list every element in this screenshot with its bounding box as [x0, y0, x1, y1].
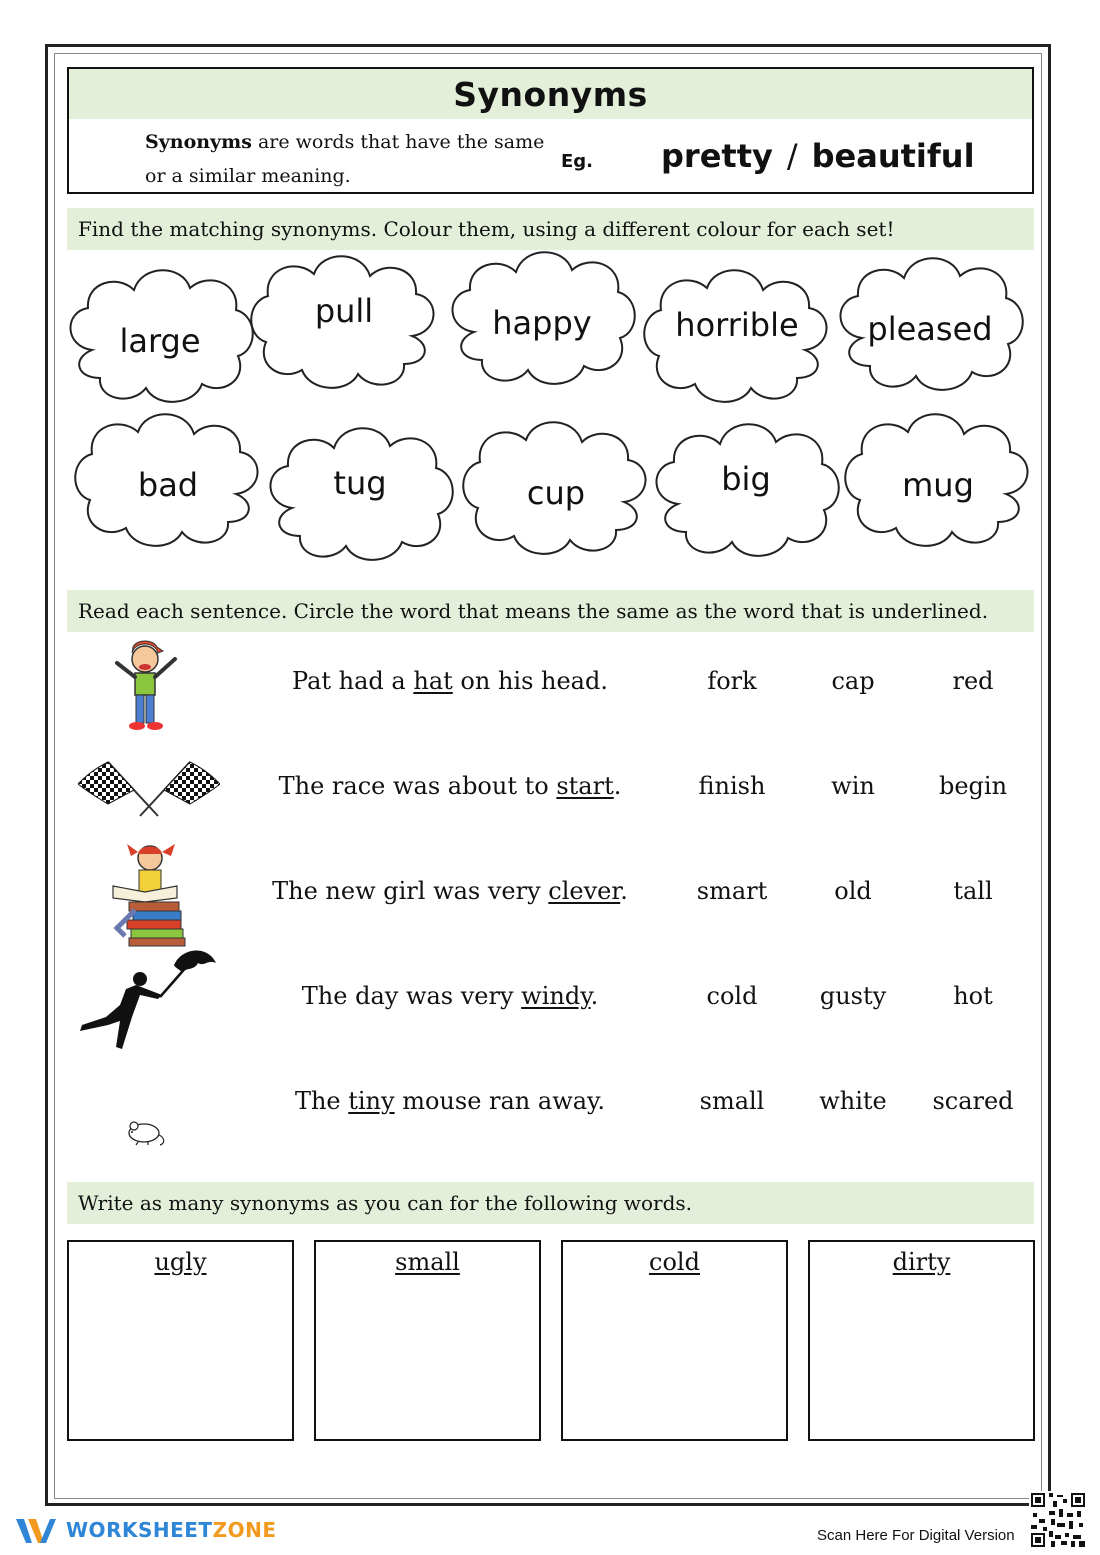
write-box-label-2: small	[395, 1248, 460, 1276]
example-separator: /	[786, 137, 798, 175]
example-word-2: beautiful	[811, 137, 975, 175]
sentence-4: The day was very windy.	[301, 982, 599, 1010]
cloud-word-row1-5: pleased	[867, 310, 993, 348]
sentence-row-4	[0, 970, 1100, 1030]
instruction-circle: Read each sentence. Circle the word that means the same as the word that is underlined.	[67, 590, 1034, 632]
instruction-clouds: Find the matching synonyms. Colour them, using a different colour for each set!	[67, 208, 1034, 250]
cloud-word-row2-4: big	[721, 460, 771, 498]
cloud-grid	[0, 0, 1100, 580]
sentence-5: The tiny mouse ran away.	[294, 1087, 606, 1115]
write-box-label-1: ugly	[154, 1248, 207, 1276]
option-1-3[interactable]: red	[952, 667, 994, 695]
girl-reading-books-icon	[105, 840, 190, 948]
option-3-2[interactable]: old	[834, 877, 872, 905]
option-5-3[interactable]: scared	[932, 1087, 1014, 1115]
underlined-word-2: start	[556, 772, 614, 800]
option-4-2[interactable]: gusty	[819, 982, 887, 1010]
option-4-3[interactable]: hot	[953, 982, 993, 1010]
brand-name-part1: WORKSHEET	[66, 1518, 213, 1542]
cloud-word-row2-1: bad	[137, 466, 199, 504]
scan-text: Scan Here For Digital Version	[817, 1527, 1015, 1544]
instruction-write: Write as many synonyms as you can for the following words.	[67, 1182, 1034, 1224]
underlined-word-1: hat	[413, 667, 453, 695]
brand-w-icon	[14, 1515, 58, 1545]
definition-term: Synonyms	[145, 131, 252, 153]
page-title: Synonyms	[69, 69, 1032, 119]
person-umbrella-silhouette-icon	[78, 945, 218, 1055]
qr-code-icon[interactable]	[1029, 1491, 1087, 1549]
option-1-1[interactable]: fork	[707, 667, 757, 695]
checkered-flags-icon	[78, 756, 220, 820]
cloud-word-row2-3: cup	[526, 474, 586, 512]
cloud-word-row1-2: pull	[314, 292, 374, 330]
option-3-3[interactable]: tall	[953, 877, 993, 905]
underlined-word-3: clever	[548, 877, 621, 905]
definition-text-1: are words that have the same	[251, 131, 545, 153]
sentence-row-2	[0, 760, 1100, 820]
option-2-3[interactable]: begin	[938, 772, 1008, 800]
brand-logo	[14, 1515, 276, 1545]
sentence-1: Pat had a hat on his head.	[292, 667, 608, 695]
write-box-label-4: dirty	[892, 1248, 951, 1276]
write-box-2[interactable]	[314, 1240, 541, 1441]
cloud-word-row2-5: mug	[902, 466, 974, 504]
cloud-word-row2-2: tug	[333, 464, 387, 502]
write-box-3[interactable]	[561, 1240, 788, 1441]
underlined-word-4: windy	[521, 982, 591, 1010]
example-word-1: pretty	[661, 137, 773, 175]
underlined-word-5: tiny	[348, 1087, 395, 1115]
definition-text-2: or a similar meaning.	[145, 165, 351, 187]
sentence-row-5	[0, 1075, 1100, 1135]
mouse-icon	[124, 1117, 168, 1147]
sentence-2: The race was about to start.	[278, 772, 622, 800]
example-label: Eg.	[561, 151, 594, 172]
cloud-word-row1-4: horrible	[675, 306, 799, 344]
option-3-1[interactable]: smart	[696, 877, 768, 905]
sentence-3: The new girl was very clever.	[272, 877, 628, 905]
write-box-label-3: cold	[649, 1248, 700, 1276]
option-2-2[interactable]: win	[831, 772, 875, 800]
sentence-row-3	[0, 865, 1100, 925]
boy-waving-icon	[105, 637, 185, 732]
cloud-word-row1-3: happy	[492, 304, 592, 342]
option-1-2[interactable]: cap	[831, 667, 875, 695]
option-4-1[interactable]: cold	[706, 982, 758, 1010]
sentence-row-1	[0, 655, 1100, 715]
write-box-1[interactable]	[67, 1240, 294, 1441]
option-5-2[interactable]: white	[819, 1087, 887, 1115]
write-box-4[interactable]	[808, 1240, 1035, 1441]
brand-name-part2: ZONE	[212, 1518, 277, 1542]
option-2-1[interactable]: finish	[698, 772, 766, 800]
cloud-word-row1-1: large	[119, 322, 201, 360]
option-5-1[interactable]: small	[699, 1087, 765, 1115]
